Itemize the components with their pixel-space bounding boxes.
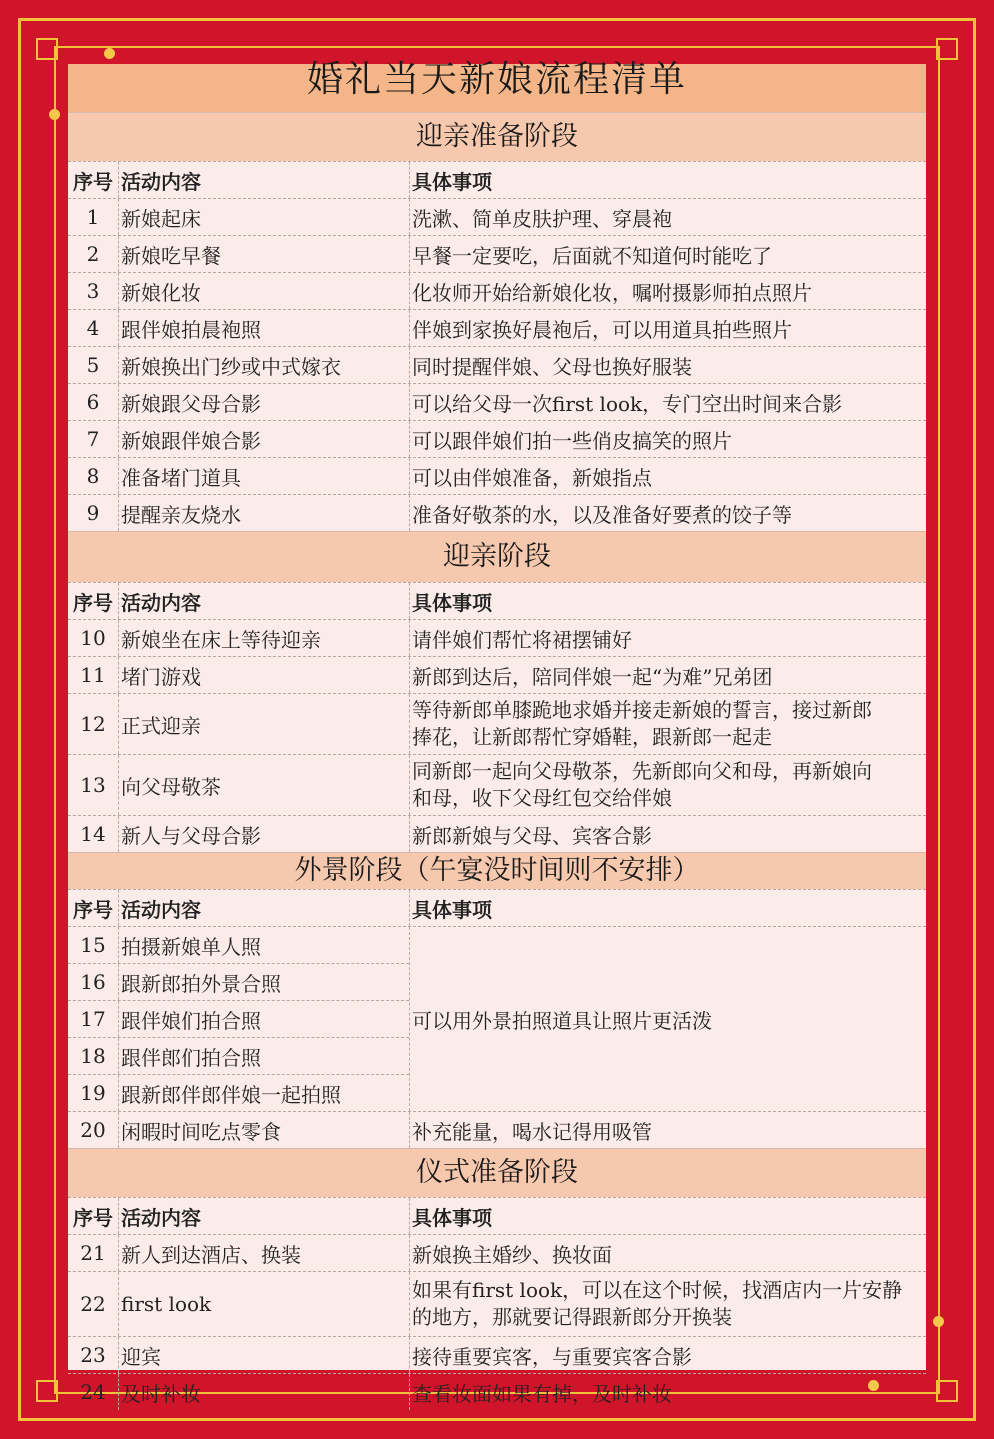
table-row: [68, 494, 926, 531]
row-activity: 跟伴娘拍晨袍照: [118, 310, 409, 346]
row-detail-line: 如果有first look，可以在这个时候，找酒店内一片安静: [412, 1278, 903, 1302]
row-detail: 可以由伴娘准备，新娘指点: [409, 458, 926, 494]
header-no: 序号: [73, 590, 113, 615]
row-no: 14: [80, 822, 106, 846]
table-row: [68, 1000, 409, 1037]
corner-ornament: [36, 1380, 58, 1402]
header-activity: 活动内容: [118, 890, 409, 926]
table-row: [68, 1074, 409, 1111]
row-detail: 新娘换主婚纱、换妆面: [409, 1235, 926, 1271]
row-activity: 新人与父母合影: [118, 816, 409, 852]
section-heading: 迎亲准备阶段: [68, 112, 926, 161]
corner-ornament: [936, 1380, 958, 1402]
row-activity: 正式迎亲: [118, 694, 409, 754]
row-detail: 请伴娘们帮忙将裙摆铺好: [409, 620, 926, 656]
row-activity: 拍摄新娘单人照: [118, 927, 409, 963]
row-detail: 新郎到达后，陪同伴娘一起“为难”兄弟团: [409, 657, 926, 693]
row-activity: 跟新郎拍外景合照: [118, 964, 409, 1000]
row-no: 10: [80, 626, 106, 650]
header-no: 序号: [73, 1205, 113, 1230]
header-detail: 具体事项: [409, 583, 926, 619]
row-detail: [409, 694, 926, 754]
table-row: [68, 420, 926, 457]
table-row: [68, 1373, 926, 1410]
row-activity: 新人到达酒店、换装: [118, 1235, 409, 1271]
row-no: 22: [80, 1292, 106, 1316]
table-row: [68, 272, 926, 309]
row-activity: 迎宾: [118, 1337, 409, 1373]
table-row: [68, 693, 926, 754]
row-activity: 向父母敬茶: [118, 755, 409, 815]
row-no: 2: [86, 242, 100, 266]
row-activity: 准备堵门道具: [118, 458, 409, 494]
table-row: [68, 963, 409, 1000]
row-detail: 可以给父母一次first look，专门空出时间来合影: [409, 384, 926, 420]
row-no: 6: [86, 390, 100, 414]
table-row: [68, 927, 409, 963]
header-detail: 具体事项: [409, 1198, 926, 1234]
corner-ornament: [36, 38, 58, 60]
row-no: 24: [80, 1380, 106, 1404]
row-detail-line: 同新郎一起向父母敬茶，先新郎向父和母，再新娘向: [412, 759, 872, 783]
row-detail-line: 等待新郎单膝跪地求婚并接走新娘的誓言，接过新郎: [412, 698, 872, 722]
table-row: [68, 619, 926, 656]
header-activity: 活动内容: [118, 583, 409, 619]
header-activity: 活动内容: [118, 1198, 409, 1234]
row-no: 17: [80, 1007, 106, 1031]
table-row: [68, 346, 926, 383]
row-detail: 可以跟伴娘们拍一些俏皮搞笑的照片: [409, 421, 926, 457]
row-no: 20: [80, 1118, 106, 1142]
header-detail: 具体事项: [409, 890, 926, 926]
row-no: 4: [86, 316, 100, 340]
row-activity: 跟新郎伴郎伴娘一起拍照: [118, 1075, 409, 1111]
row-detail-line: 捧花，让新郎帮忙穿婚鞋，跟新郎一起走: [412, 725, 772, 749]
corner-ornament: [936, 38, 958, 60]
row-detail: [409, 755, 926, 815]
row-no: 12: [80, 712, 106, 736]
table-row: [68, 235, 926, 272]
section-heading: 迎亲阶段: [68, 531, 926, 582]
row-activity: 提醒亲友烧水: [118, 495, 409, 531]
gold-dot: [933, 1316, 944, 1327]
row-activity: 及时补妆: [118, 1374, 409, 1410]
row-activity: 新娘跟伴娘合影: [118, 421, 409, 457]
row-detail-line: 和母，收下父母红包交给伴娘: [412, 786, 672, 810]
row-no: 13: [80, 773, 106, 797]
merged-row-group: [68, 926, 926, 1111]
row-no: 11: [80, 663, 106, 687]
row-activity: first look: [118, 1272, 409, 1336]
row-no: 19: [80, 1081, 106, 1105]
checklist-table: [68, 59, 926, 1406]
table-row: [68, 383, 926, 420]
row-detail: 洗漱、简单皮肤护理、穿晨袍: [409, 199, 926, 235]
row-activity: 新娘起床: [118, 199, 409, 235]
table-row: [68, 815, 926, 852]
row-no: 3: [86, 279, 100, 303]
table-row: [68, 309, 926, 346]
row-detail: 化妆师开始给新娘化妆，嘱咐摄影师拍点照片: [409, 273, 926, 309]
header-activity: 活动内容: [118, 162, 409, 198]
row-detail: [409, 1272, 926, 1336]
section-heading: 外景阶段（午宴没时间则不安排）: [68, 852, 926, 889]
row-no: 7: [86, 427, 100, 451]
gold-dot: [49, 109, 60, 120]
table-header-row: [68, 889, 926, 926]
row-detail: 接待重要宾客，与重要宾客合影: [409, 1337, 926, 1373]
row-no: 16: [80, 970, 106, 994]
table-row: [68, 198, 926, 235]
row-activity: 跟伴娘们拍合照: [118, 1001, 409, 1037]
row-no: 23: [80, 1343, 106, 1367]
section-heading: 仪式准备阶段: [68, 1148, 926, 1197]
row-detail: 准备好敬茶的水，以及准备好要煮的饺子等: [409, 495, 926, 531]
header-detail: 具体事项: [409, 162, 926, 198]
table-row: [68, 1271, 926, 1336]
row-activity: 新娘吃早餐: [118, 236, 409, 272]
table-header-row: [68, 582, 926, 619]
row-activity: 闲暇时间吃点零食: [118, 1112, 409, 1148]
row-activity: 新娘坐在床上等待迎亲: [118, 620, 409, 656]
table-row: [68, 457, 926, 494]
table-header-row: [68, 161, 926, 198]
merged-left-column: [68, 927, 409, 1111]
table-row: [68, 656, 926, 693]
table-row: [68, 1037, 409, 1074]
row-detail: 查看妆面如果有掉，及时补妆: [409, 1374, 926, 1410]
table-header-row: [68, 1197, 926, 1234]
row-activity: 新娘跟父母合影: [118, 384, 409, 420]
row-detail: 早餐一定要吃，后面就不知道何时能吃了: [409, 236, 926, 272]
row-detail: 伴娘到家换好晨袍后，可以用道具拍些照片: [409, 310, 926, 346]
table-row: [68, 1111, 926, 1148]
row-detail: 补充能量，喝水记得用吸管: [409, 1112, 926, 1148]
row-no: 1: [86, 205, 100, 229]
page-title: 婚礼当天新娘流程清单: [68, 64, 926, 112]
row-no: 5: [86, 353, 100, 377]
gold-dot: [104, 48, 115, 59]
row-no: 8: [86, 464, 100, 488]
row-activity: 新娘换出门纱或中式嫁衣: [118, 347, 409, 383]
table-row: [68, 754, 926, 815]
row-detail: 新郎新娘与父母、宾客合影: [409, 816, 926, 852]
header-no: 序号: [73, 169, 113, 194]
row-activity: 堵门游戏: [118, 657, 409, 693]
merged-detail: 可以用外景拍照道具让照片更活泼: [409, 927, 926, 1111]
row-detail-line: 的地方，那就要记得跟新郎分开换装: [412, 1305, 732, 1329]
row-no: 15: [80, 933, 106, 957]
row-detail: 同时提醒伴娘、父母也换好服装: [409, 347, 926, 383]
row-no: 21: [80, 1241, 106, 1265]
row-no: 18: [80, 1044, 106, 1068]
row-activity: 跟伴郎们拍合照: [118, 1038, 409, 1074]
row-no: 9: [86, 501, 100, 525]
table-row: [68, 1234, 926, 1271]
table-row: [68, 1336, 926, 1373]
row-activity: 新娘化妆: [118, 273, 409, 309]
header-no: 序号: [73, 897, 113, 922]
